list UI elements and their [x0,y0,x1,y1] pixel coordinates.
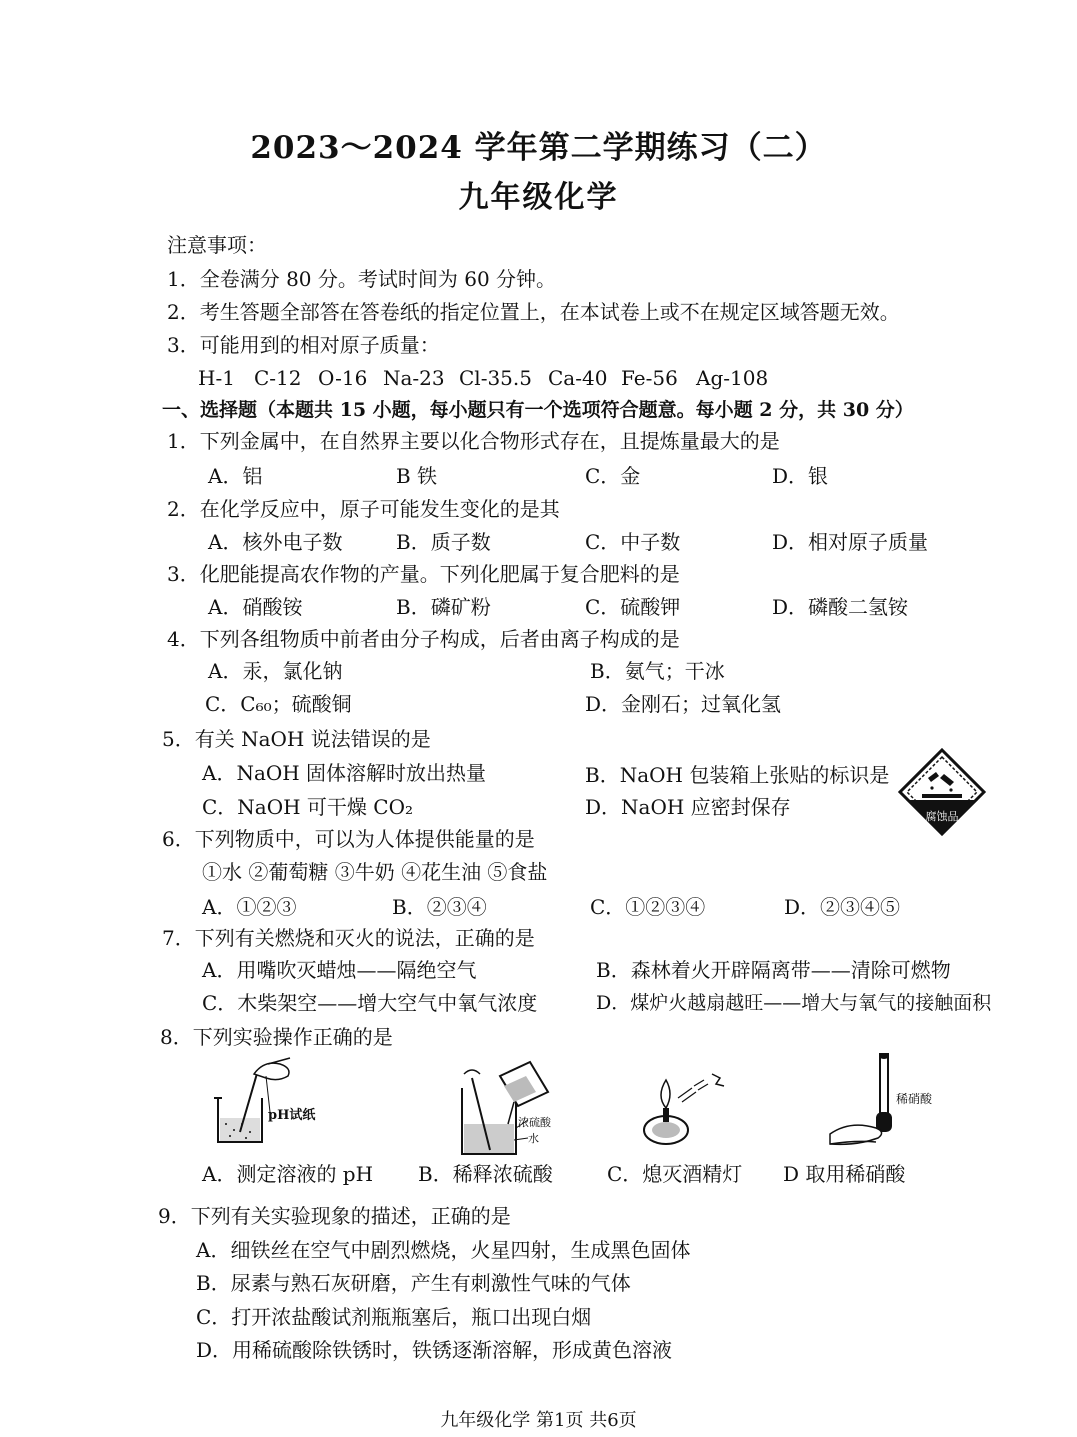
question-stem: 8．下列实验操作正确的是 [160,1025,393,1049]
mass-item: O-16 [318,366,368,390]
option-c: C．熄灭酒精灯 [607,1162,743,1186]
notes-heading: 注意事项： [167,233,267,257]
mass-item: C-12 [254,366,302,390]
ph-test-figure [210,1052,350,1152]
option-b: B．森林着火开辟隔离带——清除可燃物 [596,958,951,982]
option-a: A．细铁丝在空气中剧烈燃烧，火星四射，生成黑色固体 [196,1238,691,1262]
option-d: D．相对原子质量 [772,530,929,554]
note-item: 2．考生答题全部答在答卷纸的指定位置上，在本试卷上或不在规定区域答题无效。 [167,300,900,324]
option-a: A．铝 [208,464,263,488]
option-d: D．用稀硫酸除铁锈时，铁锈逐渐溶解，形成黄色溶液 [196,1338,673,1362]
dilute-acid-figure [452,1058,572,1158]
option-b: B．氨气；干冰 [590,659,725,683]
option-b: B．质子数 [396,530,491,554]
question-stem: 1．下列金属中，在自然界主要以化合物形式存在，且提炼量最大的是 [167,429,780,453]
exam-subtitle: 九年级化学 [458,180,619,215]
option-a: A．用嘴吹灭蜡烛——隔绝空气 [202,958,477,982]
option-b: B 铁 [396,464,438,488]
option-c: C．C₆₀；硫酸铜 [205,692,352,716]
water-label: 水 [528,1132,539,1145]
option-b: B．尿素与熟石灰研磨，产生有刺激性气味的气体 [196,1271,631,1295]
conc-acid-label: 浓硫酸 [518,1116,551,1129]
option-a: A．①②③ [202,895,297,919]
option-b: B．②③④ [392,895,487,919]
dropper-figure [826,1052,966,1152]
ph-paper-label: pH试纸 [268,1108,316,1123]
option-c: C．①②③④ [590,895,706,919]
option-c: C．金 [585,464,641,488]
option-a: A．测定溶液的 pH [202,1162,374,1186]
option-b: B．稀释浓硫酸 [418,1162,553,1186]
option-d: D 取用稀硝酸 [783,1162,906,1186]
option-d: D．金刚石；过氧化氢 [585,692,782,716]
mass-item: Ag-108 [696,366,769,390]
section-heading: 一、选择题（本题共 15 小题，每小题只有一个选项符合题意。每小题 2 分，共 30 分） [162,399,914,421]
dilute-nitric-label: 稀硝酸 [896,1092,933,1106]
mass-item: H-1 [198,366,235,390]
question-stem: 9．下列有关实验现象的描述，正确的是 [158,1204,511,1228]
page-footer: 九年级化学 第1页 共6页 [440,1410,637,1431]
mass-item: Cl-35.5 [459,366,532,390]
exam-title: 2023～2024 学年第二学期练习（二） [250,130,827,166]
mass-item: Na-23 [383,366,445,390]
question-stem: 6．下列物质中，可以为人体提供能量的是 [162,827,535,851]
question-stem: 3．化肥能提高农作物的产量。下列化肥属于复合肥料的是 [167,562,680,586]
option-a: A．核外电子数 [208,530,343,554]
mass-item: Fe-56 [621,366,678,390]
note-item: 1．全卷满分 80 分。考试时间为 60 分钟。 [167,267,557,291]
option-c: C．中子数 [585,530,681,554]
option-d: D．磷酸二氢铵 [772,595,909,619]
option-d: D．煤炉火越扇越旺——增大与氧气的接触面积 [596,992,992,1014]
option-c: C．硫酸钾 [585,595,681,619]
option-a: A．NaOH 固体溶解时放出热量 [202,761,487,785]
option-c: C．NaOH 可干燥 CO₂ [202,795,413,819]
option-b: B．磷矿粉 [396,595,491,619]
question-stem: 4．下列各组物质中前者由分子构成，后者由离子构成的是 [167,627,680,651]
question-stem: 7．下列有关燃烧和灭火的说法，正确的是 [162,926,535,950]
option-c: C．木柴架空——增大空气中氧气浓度 [202,991,538,1015]
question-stem: 5．有关 NaOH 说法错误的是 [162,727,431,751]
option-a: A．汞，氯化钠 [208,659,343,683]
question-items-line: ①水 ②葡萄糖 ③牛奶 ④花生油 ⑤食盐 [202,860,548,884]
option-a: A．硝酸铵 [208,595,303,619]
note-item: 3．可能用到的相对原子质量： [167,333,440,357]
option-d: D．②③④⑤ [784,895,901,919]
corrosive-hazard-icon [898,748,986,836]
mass-item: Ca-40 [548,366,608,390]
option-b: B．NaOH 包装箱上张贴的标识是 [585,763,890,787]
option-c: C．打开浓盐酸试剂瓶瓶塞后，瓶口出现白烟 [196,1305,592,1329]
question-stem: 2．在化学反应中，原子可能发生变化的是其 [167,497,560,521]
hazard-label: 腐蚀品 [925,810,959,823]
option-d: D．银 [772,464,829,488]
alcohol-lamp-figure [636,1068,736,1152]
option-d: D．NaOH 应密封保存 [585,795,791,819]
